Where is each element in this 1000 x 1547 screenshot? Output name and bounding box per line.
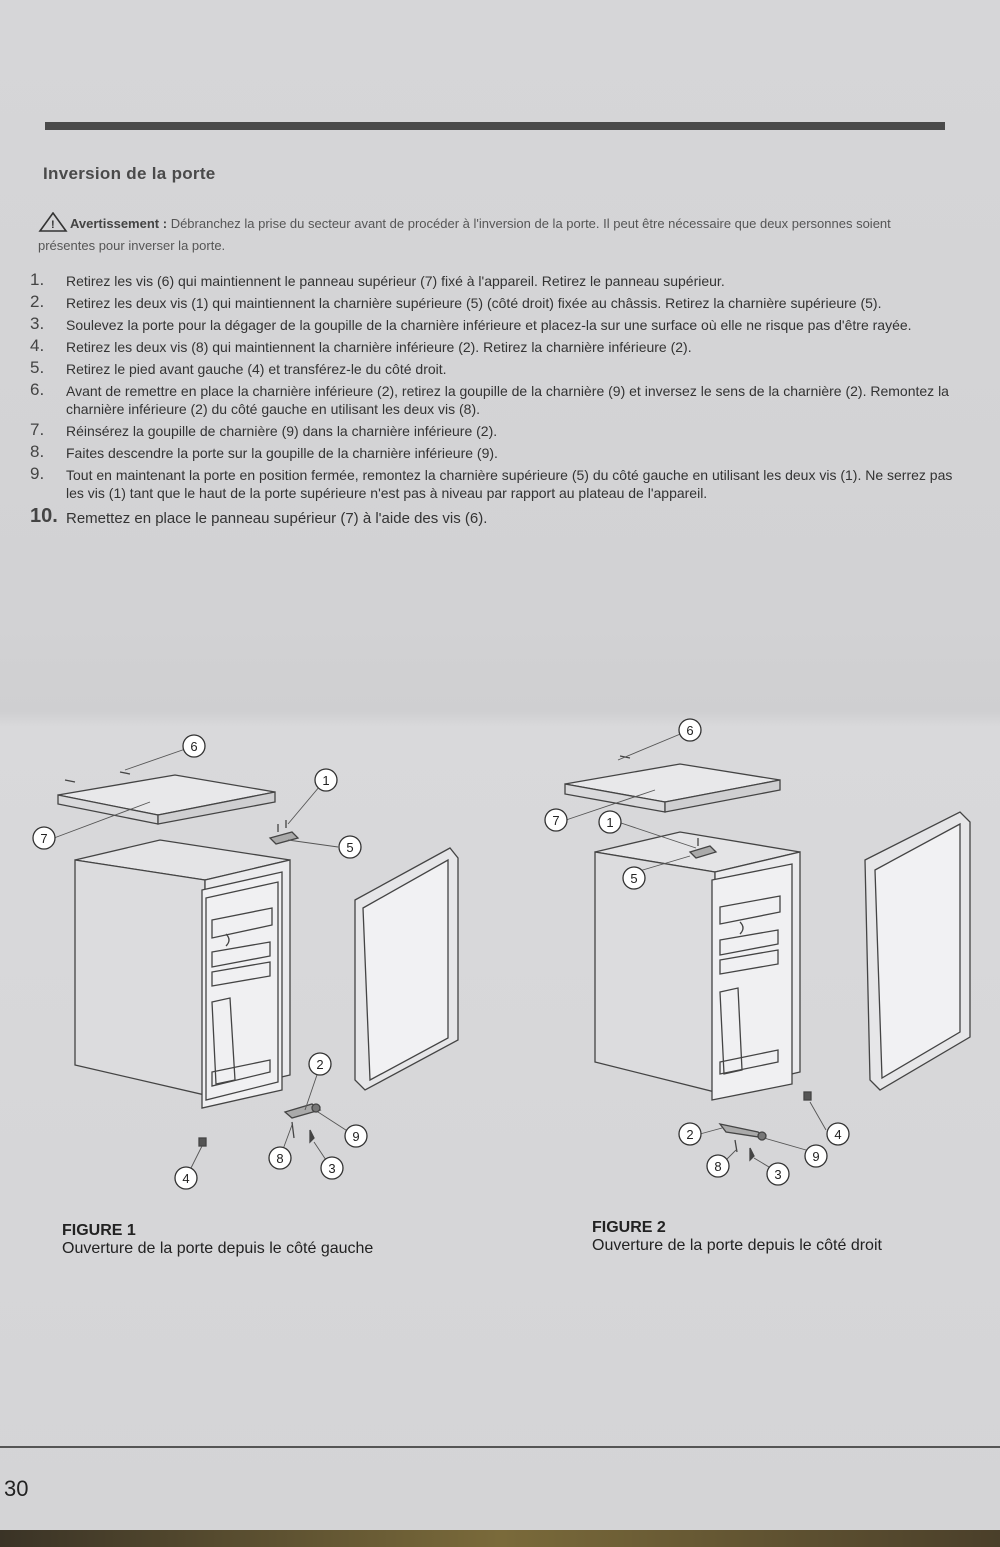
callout-2: 2 [316, 1057, 324, 1072]
step-text: Retirez les vis (6) qui maintiennent le panneau supérieur (7) fixé à l'appareil. Retirez le panneau supérieur. [66, 273, 725, 289]
table-edge [0, 1530, 1000, 1547]
page-number: 30 [4, 1476, 29, 1501]
callout-8: 8 [276, 1151, 284, 1166]
steps-list [30, 272, 960, 532]
step-number: 2. [30, 292, 45, 311]
callout-8: 8 [714, 1159, 722, 1174]
step-item [30, 444, 960, 462]
callout-5: 5 [346, 840, 354, 855]
step-item [30, 422, 960, 440]
figure-1-description: Ouverture de la porte depuis le côté gauche [62, 1240, 374, 1257]
step-text: Tout en maintenant la porte en position fermée, remontez la charnière supérieure (5) du côté gauche en utilisant les deux vis (1). Ne serrez pas les vis (1) tant que le haut de la porte supérieure n'est pas à niveau par rapport au plateau de l'appareil. [66, 467, 953, 501]
callout-9: 9 [812, 1149, 820, 1164]
figure-1-diagram [30, 720, 490, 1200]
step-item [30, 466, 960, 502]
figure-2-title: FIGURE 2 [592, 1219, 666, 1236]
callout-9: 9 [352, 1129, 360, 1144]
callout-2: 2 [686, 1127, 694, 1142]
step-text: Retirez le pied avant gauche (4) et transférez-le du côté droit. [66, 361, 447, 377]
figure-2-diagram [530, 712, 990, 1192]
callout-1: 1 [606, 815, 614, 830]
step-item [30, 294, 960, 312]
callout-6: 6 [190, 739, 198, 754]
step-number: 9. [30, 464, 45, 483]
top-panel [565, 756, 780, 812]
step-number: 6. [30, 380, 45, 399]
page-title: Inversion de la porte [43, 164, 216, 183]
step-item [30, 360, 960, 378]
callout-1: 1 [322, 773, 330, 788]
step-number: 7. [30, 420, 45, 439]
fridge-door [865, 812, 970, 1090]
step-text: Soulevez la porte pour la dégager de la goupille de la charnière inférieure et placez-la sur une surface où elle ne risque pas d'être rayée. [66, 317, 912, 333]
warning-block [38, 212, 918, 255]
warning-label: Avertissement : [70, 216, 168, 231]
step-number: 8. [30, 442, 45, 461]
step-text: Réinsérez la goupille de charnière (9) dans la charnière inférieure (2). [66, 423, 498, 439]
step-item [30, 272, 960, 290]
step-item [30, 505, 960, 528]
fridge-cabinet [75, 840, 290, 1108]
step-text: Retirez les deux vis (1) qui maintiennent la charnière supérieure (5) (côté droit) fixée au châssis. Retirez la charnière supérieure (5). [66, 295, 882, 311]
warning-text: Débranchez la prise du secteur avant de procéder à l'inversion de la porte. Il peut être nécessaire que deux personnes soient présentes pour inverser la porte. [38, 216, 891, 253]
top-panel [58, 772, 275, 824]
step-item [30, 316, 960, 334]
callout-7: 7 [552, 813, 560, 828]
step-number: 3. [30, 314, 45, 333]
svg-text:!: ! [51, 219, 55, 231]
step-text: Retirez les deux vis (8) qui maintiennent la charnière inférieure (2). Retirez la charnière inférieure (2). [66, 339, 692, 355]
bottom-rule [0, 1446, 1000, 1448]
step-text: Remettez en place le panneau supérieur (7) à l'aide des vis (6). [66, 510, 488, 527]
step-text: Avant de remettre en place la charnière inférieure (2), retirez la goupille de la charnière (9) et inversez le sens de la charnière (2). Remontez la charnière inférieure (2) du côté gauche en utilisant les deux vis (8). [66, 383, 949, 417]
step-number: 1. [30, 270, 45, 289]
callout-7: 7 [40, 831, 48, 846]
fridge-door [355, 848, 458, 1090]
callout-3: 3 [774, 1167, 782, 1182]
step-number: 10. [30, 505, 58, 527]
figure-1-caption [62, 1222, 373, 1258]
callout-3: 3 [328, 1161, 336, 1176]
callout-5: 5 [630, 871, 638, 886]
step-item [30, 338, 960, 356]
step-number: 4. [30, 336, 45, 355]
figure-2-caption [592, 1219, 882, 1255]
step-item [30, 382, 960, 418]
callout-4: 4 [834, 1127, 842, 1142]
callout-6: 6 [686, 723, 694, 738]
figure-2-description: Ouverture de la porte depuis le côté droit [592, 1237, 882, 1254]
figure-1-title: FIGURE 1 [62, 1222, 136, 1239]
step-text: Faites descendre la porte sur la goupille de la charnière inférieure (9). [66, 445, 498, 461]
top-rule [45, 122, 945, 130]
callout-4: 4 [182, 1171, 190, 1186]
warning-triangle-icon [38, 212, 68, 237]
step-number: 5. [30, 358, 45, 377]
